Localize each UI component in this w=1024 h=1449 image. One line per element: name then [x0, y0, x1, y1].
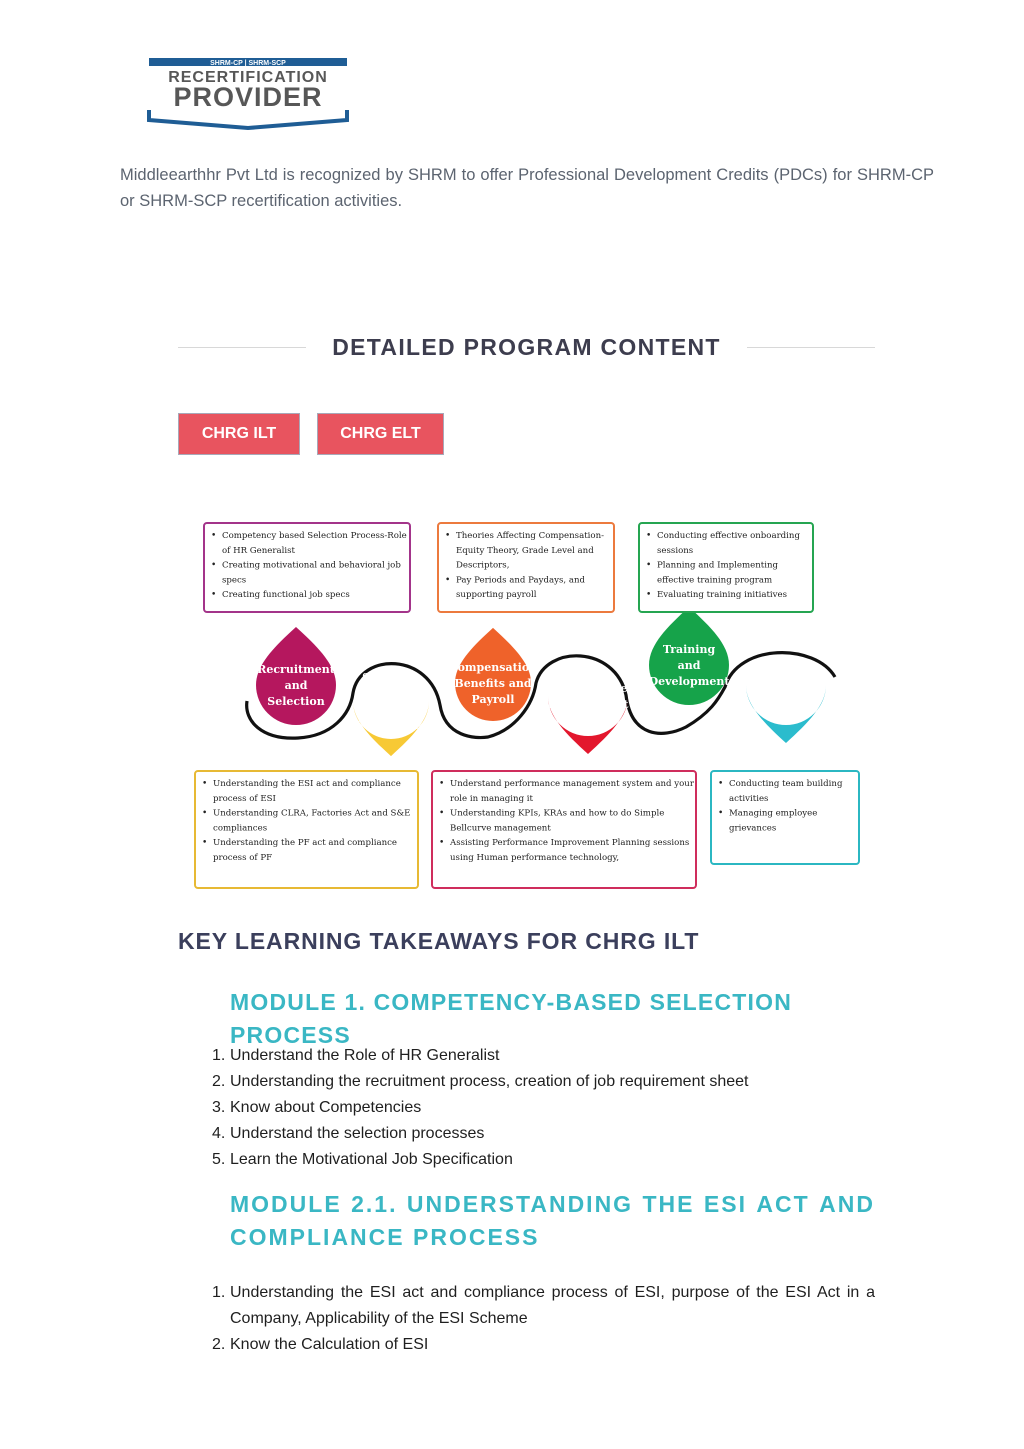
box-text: Conducting team building: [729, 779, 843, 789]
drop-label: Development: [648, 675, 730, 688]
box-text: Bellcurve management: [450, 823, 551, 834]
box-text: process of PF: [213, 853, 273, 863]
program-content-infographic: [190, 515, 870, 895]
box-text: Understanding KPIs, KRAs and how to do Simple: [450, 808, 665, 819]
bullet: •: [718, 779, 724, 789]
drop-label: Management: [547, 698, 629, 711]
bullet: •: [202, 779, 208, 789]
bullet: •: [646, 531, 652, 541]
box-text: of HR Generalist: [222, 545, 295, 556]
drop-label: Selection: [267, 695, 325, 708]
box-text: Understanding CLRA, Factories Act and S&E: [213, 808, 411, 819]
tab-chrg-ilt[interactable]: CHRG ILT: [178, 413, 300, 455]
takeaways-title: KEY LEARNING TAKEAWAYS FOR CHRG ILT: [178, 928, 700, 954]
module1-title: MODULE 1. COMPETENCY-BASED SELECTION PROCESS: [230, 989, 793, 1048]
bullet: •: [439, 779, 445, 789]
module2-title-line1: MODULE 2.1. UNDERSTANDING THE ESI ACT AND: [230, 1191, 875, 1217]
bullet: •: [445, 531, 451, 541]
drop-label: Benefits and: [454, 677, 532, 690]
list-item: 3. Know about Competencies: [212, 1099, 422, 1116]
drop-label: and: [284, 679, 308, 692]
section-title: DETAILED PROGRAM CONTENT: [332, 333, 721, 360]
bullet: •: [202, 808, 208, 819]
drop-label: Payroll: [471, 693, 515, 706]
box-text: Creating functional job specs: [222, 590, 350, 601]
box-text: Understanding the ESI act and compliance: [213, 779, 401, 789]
drop-label: Training: [662, 643, 716, 656]
module2-title: [230, 1188, 875, 1254]
box-text: Managing employee: [729, 808, 818, 819]
drop-shape: [256, 627, 336, 725]
box-text: Evaluating training initiatives: [657, 590, 788, 601]
heading-rule-right: [747, 347, 875, 348]
box-text: Understand performance management system and your: [450, 779, 694, 789]
top-box-0: [204, 523, 410, 612]
box-text: Descriptors,: [456, 560, 510, 571]
bottom-box-2: [711, 771, 859, 864]
bullet: •: [211, 560, 217, 571]
drop-label: Legal: [374, 703, 408, 716]
logo-line1: RECERTIFICATION: [168, 69, 328, 86]
bullet: •: [646, 560, 652, 571]
box-text: Competency based Selection Process-Role: [222, 531, 407, 541]
drop-3: [548, 682, 630, 754]
heading-rule-left: [178, 347, 306, 348]
drop-label: Recruitment: [257, 663, 335, 676]
bullet: •: [445, 575, 451, 586]
box-text: process of ESI: [213, 793, 276, 804]
wave-line: [247, 653, 835, 739]
module1-points: [212, 1043, 875, 1173]
drop-label: Compliance: [354, 719, 428, 732]
drop-label: Performance: [548, 682, 628, 695]
box-text: specs: [222, 575, 247, 586]
top-box-2: [639, 523, 813, 612]
box-text: Planning and Implementing: [657, 560, 779, 571]
box-text: Theories Affecting Compensation-: [456, 531, 605, 541]
drop-shape: [649, 607, 729, 705]
drop-2: [449, 628, 537, 721]
list-item: 1. Understand the Role of HR Generalist: [212, 1047, 500, 1064]
bullet: •: [439, 838, 445, 849]
drop-0: [256, 627, 336, 725]
box-text: compliances: [213, 823, 268, 834]
bullet: •: [202, 838, 208, 849]
list-item: 5. Learn the Motivational Job Specification: [212, 1151, 513, 1168]
drop-shape: [746, 685, 826, 743]
drop-label: Compensation: [448, 661, 538, 674]
list-item: 4. Understand the selection processes: [212, 1125, 485, 1142]
top-box-1: [438, 523, 614, 612]
drop-4: [649, 607, 731, 705]
drop-label: Engagement: [747, 679, 825, 692]
box-text: activities: [729, 793, 769, 804]
box-text: Equity Theory, Grade Level and: [456, 545, 594, 556]
module2-points: [212, 1280, 875, 1358]
bullet: •: [718, 808, 724, 819]
intro-paragraph: Middleearthhr Pvt Ltd is recognized by SHRM to offer Professional Development Credits (PDCs) for SHRM-CP or SHRM-SCP recertification activities.: [120, 166, 934, 210]
box-text: grievances: [729, 823, 777, 834]
drops-layer: [256, 607, 826, 756]
list-item: 2. Know the Calculation of ESI: [212, 1336, 429, 1353]
bullet: •: [211, 531, 217, 541]
logo-line2: PROVIDER: [173, 82, 323, 112]
bottom-box-0: [195, 771, 418, 888]
list-item: 1. Understanding the ESI act and compliance process of ESI, purpose of the ESI Act in a Company, Applicability of the ESI Scheme: [212, 1284, 875, 1327]
tab-chrg-elt[interactable]: CHRG ELT: [317, 413, 444, 455]
box-text: Conducting effective onboarding: [657, 531, 800, 541]
box-text: supporting payroll: [456, 590, 537, 601]
drop-1: [353, 671, 429, 756]
drop-label: and: [677, 659, 701, 672]
box-text: Understanding the PF act and compliance: [213, 838, 397, 849]
logo-top-text: SHRM-CP | SHRM-SCP: [210, 60, 286, 67]
bullet: •: [211, 590, 217, 601]
drop-shape: [455, 628, 531, 721]
box-text: effective training program: [657, 575, 773, 586]
recertification-provider-logo: [130, 58, 370, 130]
drop-5: [746, 679, 826, 743]
module2-title-line2: COMPLIANCE PROCESS: [230, 1224, 540, 1250]
list-item: 2. Understanding the recruitment process, creation of job requirement sheet: [212, 1073, 749, 1090]
box-text: Pay Periods and Paydays, and: [456, 575, 586, 586]
box-text: role in managing it: [450, 793, 534, 804]
bottom-box-1: [432, 771, 696, 888]
bullet: •: [646, 590, 652, 601]
drop-label: and: [379, 687, 403, 700]
box-text: Creating motivational and behavioral job: [222, 560, 401, 571]
box-text: using Human performance technology,: [450, 853, 620, 863]
bullet: •: [439, 808, 445, 819]
section-heading: [178, 330, 875, 364]
drop-label: Statutory: [362, 671, 420, 684]
box-text: sessions: [657, 545, 694, 556]
box-text: Assisting Performance Improvement Planning sessions: [450, 838, 690, 849]
